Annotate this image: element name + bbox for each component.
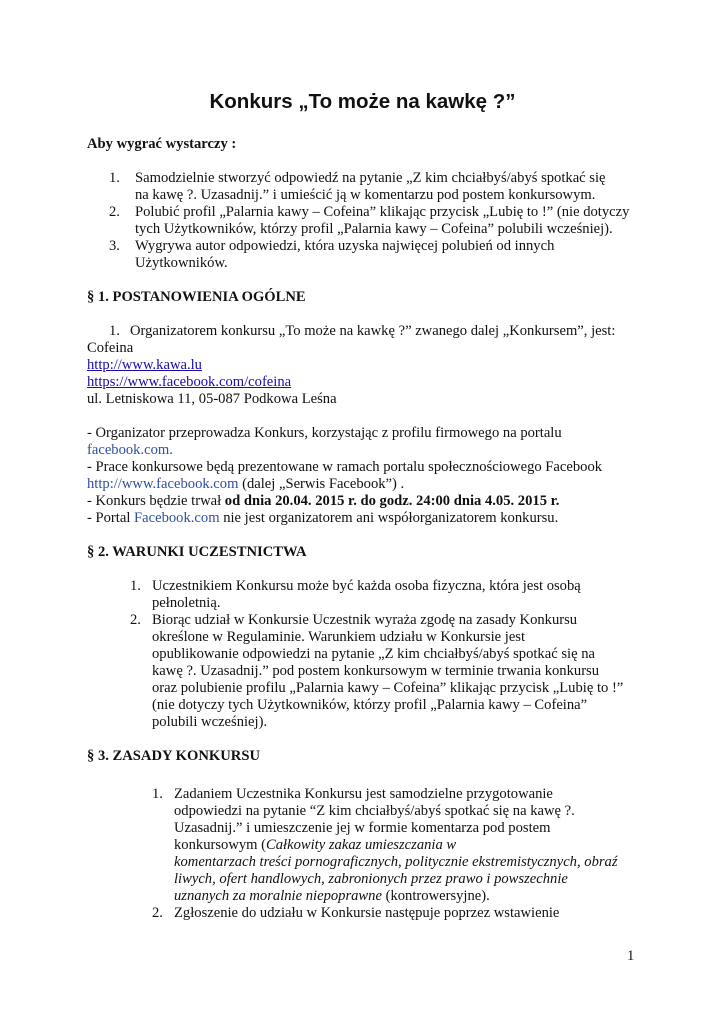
- list-text: Uczestnikiem Konkursu może być każda osoba fizyczna, która jest osobą: [152, 578, 581, 594]
- list-text-part: (kontrowersyjne).: [381, 888, 490, 904]
- list-text: kawę ?. Uzasadnij.” pod postem konkursowym w terminie trwania konkursu: [152, 663, 600, 679]
- facebook-link[interactable]: https://www.facebook.com/cofeina: [87, 374, 292, 390]
- paragraph: - Organizator przeprowadza Konkurs, korzystając z profilu firmowego na portalu: [87, 425, 562, 441]
- list-text: oraz polubienie profilu „Palarnia kawy – Cofeina” klikając przycisk „Lubię to !”: [152, 680, 624, 696]
- paragraph: [87, 510, 558, 527]
- list-text-part: konkursowym (: [174, 837, 267, 853]
- list-text-italic: liwych, ofert handlowych, zabronionych przez prawo i powszechnie: [174, 871, 568, 887]
- organizer-intro: Organizatorem konkursu „To może na kawkę ?” zwanego dalej „Konkursem”, jest:: [130, 323, 616, 339]
- list-text-italic: komentarzach treści pornograficznych, politycznie ekstremistycznych, obraź: [174, 854, 618, 870]
- facebook-text-link[interactable]: Facebook.com: [134, 510, 220, 526]
- intro-heading: Aby wygrać wystarczy :: [87, 136, 237, 152]
- list-number: 1.: [109, 170, 120, 186]
- list-text: [174, 837, 456, 854]
- list-text: Zgłoszenie do udziału w Konkursie następuje poprzez wstawienie: [174, 905, 560, 921]
- list-text: Samodzielnie stworzyć odpowiedź na pytanie „Z kim chciałbyś/abyś spotkać się: [135, 170, 606, 186]
- list-text: pełnoletnią.: [152, 595, 221, 611]
- page-number: 1: [627, 948, 635, 964]
- list-text: Biorąc udział w Konkursie Uczestnik wyraża zgodę na zasady Konkursu: [152, 612, 578, 628]
- list-number: 1.: [152, 786, 163, 802]
- list-number: 2.: [109, 204, 120, 220]
- organizer-name: Cofeina: [87, 340, 134, 356]
- paragraph-text: - Portal: [87, 510, 135, 526]
- list-text: tych Użytkowników, którzy profil „Palarnia kawy – Cofeina” polubili wcześniej).: [135, 221, 613, 237]
- website-link[interactable]: http://www.kawa.lu: [87, 357, 202, 373]
- paragraph: [87, 476, 404, 493]
- document-title: Konkurs „To może na kawkę ?”: [209, 90, 516, 113]
- list-text: (nie dotyczy tych Użytkowników, którzy profil „Palarnia kawy – Cofeina”: [152, 697, 588, 713]
- list-text: opublikowanie odpowiedzi na pytanie „Z kim chciałbyś/abyś spotkać się na: [152, 646, 595, 662]
- paragraph-text: - Konkurs będzie trwał: [87, 493, 225, 509]
- list-text: polubili wcześniej).: [152, 714, 268, 730]
- list-text: [174, 888, 490, 905]
- section2-heading: § 2. WARUNKI UCZESTNICTWA: [87, 544, 307, 560]
- section1-heading: § 1. POSTANOWIENIA OGÓLNE: [87, 289, 306, 305]
- list-text: Uzasadnij.” i umieszczenie jej w formie komentarza pod postem: [174, 820, 551, 836]
- organizer-address: ul. Letniskowa 11, 05-087 Podkowa Leśna: [87, 391, 337, 407]
- paragraph-text: (dalej „Serwis Facebook”) .: [238, 476, 405, 492]
- list-number: 2.: [130, 612, 141, 628]
- paragraph: - Prace konkursowe będą prezentowane w ramach portalu społecznościowego Facebook: [87, 459, 603, 475]
- list-text-italic: uznanych za moralnie niepoprawne: [174, 888, 382, 904]
- list-text-italic: Całkowity zakaz umieszczania w: [266, 837, 457, 853]
- list-text: na kawę ?. Uzasadnij.” i umieścić ją w komentarzu pod postem konkursowym.: [135, 187, 596, 203]
- facebook-url-link[interactable]: http://www.facebook.com: [87, 476, 239, 492]
- facebook-text-link[interactable]: facebook.com.: [87, 442, 173, 458]
- list-number: 1.: [130, 578, 141, 594]
- contest-dates: od dnia 20.04. 2015 r. do godz. 24:00 dnia 4.05. 2015 r.: [224, 493, 560, 509]
- list-text: Zadaniem Uczestnika Konkursu jest samodzielne przygotowanie: [174, 786, 553, 802]
- paragraph: [87, 493, 559, 510]
- list-text: Wygrywa autor odpowiedzi, która uzyska najwięcej polubień od innych: [135, 238, 555, 254]
- list-number: 2.: [152, 905, 163, 921]
- list-text: określone w Regulaminie. Warunkiem udziału w Konkursie jest: [152, 629, 526, 645]
- list-text: odpowiedzi na pytanie “Z kim chciałbyś/abyś spotkać się na kawę ?.: [174, 803, 575, 819]
- list-number: 3.: [109, 238, 120, 254]
- list-text: Użytkowników.: [135, 255, 228, 271]
- list-text: Polubić profil „Palarnia kawy – Cofeina” klikając przycisk „Lubię to !” (nie dotyczy: [135, 204, 630, 220]
- list-number: 1.: [109, 323, 120, 339]
- section3-heading: § 3. ZASADY KONKURSU: [87, 748, 260, 764]
- paragraph-text: nie jest organizatorem ani współorganizatorem konkursu.: [219, 510, 559, 526]
